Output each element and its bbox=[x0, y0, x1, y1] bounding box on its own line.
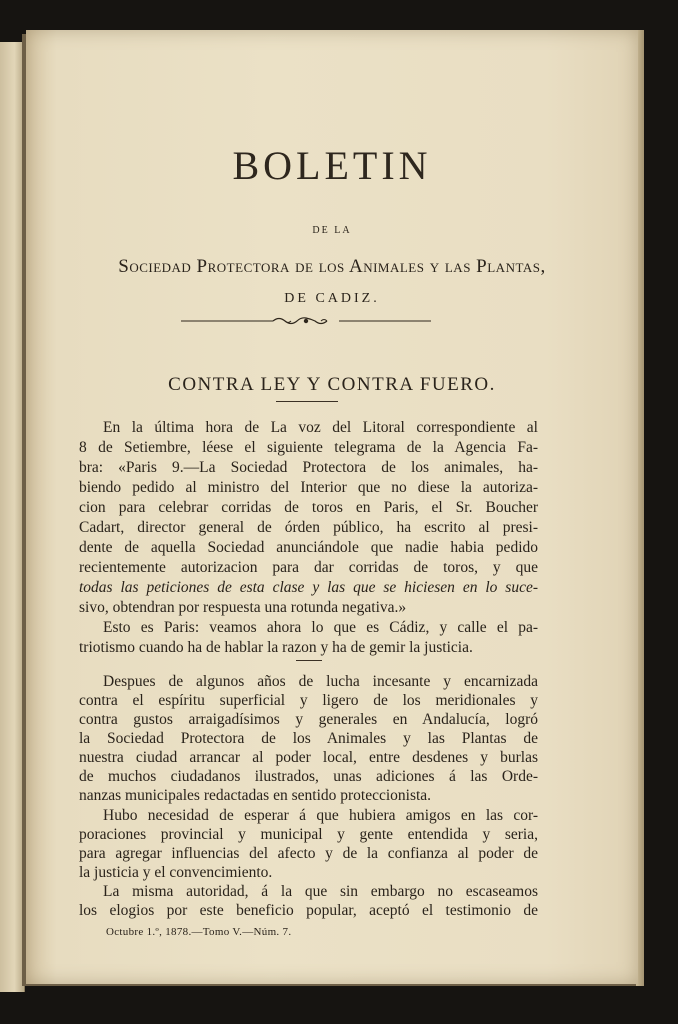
text-line: para agregar influencias del afecto y de la confianza al poder de bbox=[79, 845, 538, 862]
article-title: CONTRA LEY Y CONTRA FUERO. bbox=[168, 374, 496, 395]
text-line: cion para celebrar corridas de toros en Paris, el Sr. Boucher bbox=[79, 499, 538, 516]
book-page bbox=[26, 30, 638, 984]
text-line: de muchos ciudadanos ilustrados, unas adiciones á las Orde- bbox=[79, 768, 538, 785]
text-line: 8 de Setiembre, léese el siguiente telegrama de la Agencia Fa- bbox=[79, 439, 538, 456]
text-line: los elogios por este beneficio popular, aceptó el testimonio de bbox=[79, 902, 538, 919]
section-rule bbox=[296, 660, 322, 661]
text-line: nanzas municipales redactadas en sentido proteccionista. bbox=[79, 787, 432, 804]
text-line: todas las peticiones de esta clase y las que se hiciesen en lo suce- bbox=[79, 579, 538, 596]
text-line: En la última hora de La voz del Litoral correspondiente al bbox=[103, 419, 538, 436]
text-line: biendo pedido al ministro del Interior que no diese la autoriza- bbox=[79, 479, 538, 496]
text-line: contra gustos arraigadísimos y generales en Andalucía, logró bbox=[79, 711, 538, 728]
text-line: Esto es Paris: veamos ahora lo que es Cádiz, y calle el pa- bbox=[103, 619, 538, 636]
text-line: Cadart, director general de órden público, ha escrito al presi- bbox=[79, 519, 538, 536]
text-line: la Sociedad Protectora de los Animales y las Plantas de bbox=[79, 730, 538, 747]
text-line: poraciones provincial y municipal y gente entendida y seria, bbox=[79, 826, 538, 843]
text-line: recientemente autorizacion para dar corridas de toros, y que bbox=[79, 559, 538, 576]
text-line: La misma autoridad, á la que sin embargo no escaseamos bbox=[103, 883, 538, 900]
text-line: Hubo necesidad de esperar á que hubiera amigos en las cor- bbox=[103, 807, 538, 824]
title-connector: DE LA bbox=[312, 225, 352, 236]
text-line: la justicia y el convencimiento. bbox=[79, 864, 273, 881]
text-line: triotismo cuando ha de hablar la razon y ha de gemir la justicia. bbox=[79, 639, 473, 656]
ornament-divider bbox=[181, 314, 431, 328]
text-line: nuestra ciudad arrancar al poder local, entre desdenes y burlas bbox=[79, 749, 538, 766]
society-name: Sociedad Protectora de los Animales y las Plantas, bbox=[118, 256, 546, 277]
text-line: bra: «Paris 9.—La Sociedad Protectora de los animales, ha- bbox=[79, 459, 538, 476]
text-line: sivo, obtendran por respuesta una rotunda negativa.» bbox=[79, 599, 407, 616]
text-line: contra el espíritu superficial y ligero de los meridionales y bbox=[79, 692, 538, 709]
city-name: DE CADIZ. bbox=[284, 291, 380, 306]
title-underline bbox=[276, 401, 338, 402]
text-line: Despues de algunos años de lucha incesante y encarnizada bbox=[103, 673, 538, 690]
bulletin-title: BOLETIN bbox=[232, 143, 432, 188]
text-line: dente de aquella Sociedad anunciándole que nadie habia pedido bbox=[79, 539, 538, 556]
issue-footer: Octubre 1.º, 1878.—Tomo V.—Núm. 7. bbox=[106, 926, 292, 938]
